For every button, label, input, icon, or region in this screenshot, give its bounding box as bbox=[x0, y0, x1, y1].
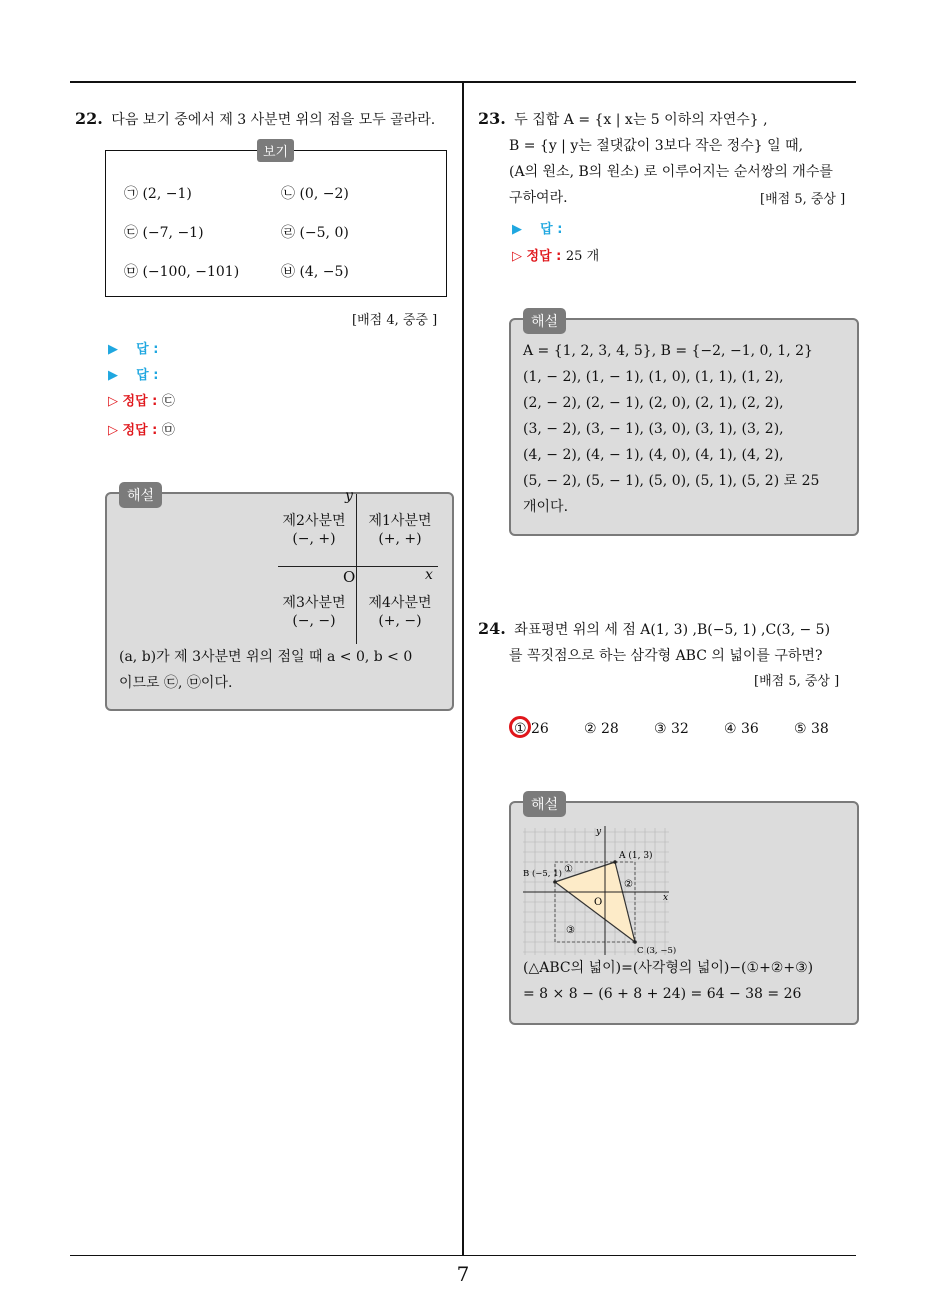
q23-answer-label: 답 : bbox=[540, 222, 563, 237]
q22-item: ㉥ (4, −5) bbox=[281, 264, 349, 280]
q22-item: ㉡ (0, −2) bbox=[281, 186, 349, 202]
point-a bbox=[613, 860, 617, 864]
play-icon: ▶ bbox=[108, 342, 118, 357]
x-axis bbox=[278, 566, 438, 567]
q23-line: (A의 원소, B의 원소) 로 이루어지는 순서쌍의 개수를 bbox=[509, 164, 833, 180]
q22-answer-row-2 bbox=[108, 364, 158, 383]
region-3-label: ③ bbox=[566, 925, 575, 936]
q24-coordinate-graph bbox=[521, 823, 681, 958]
q22-exp-text bbox=[119, 644, 412, 696]
q24-exp-tag: 해설 bbox=[523, 791, 566, 817]
q23-correct-value: 25 개 bbox=[565, 249, 600, 264]
x-axis-label: x bbox=[425, 567, 433, 583]
q22-exp-line: 이므로 ㉢, ㉤이다. bbox=[119, 675, 233, 691]
bottom-rule bbox=[70, 1255, 856, 1256]
quadrant-3-name: 제3사분면 bbox=[282, 595, 346, 611]
label-x: x bbox=[663, 893, 669, 903]
q23-explanation-box bbox=[509, 314, 859, 536]
q23-exp-line: (2, − 2), (2, − 1), (2, 0), (2, 1), (2, 2), bbox=[523, 395, 784, 411]
q24-exp-text bbox=[523, 955, 813, 1007]
q22-bogi-box bbox=[105, 145, 447, 297]
q22-exp-line: (a, b)가 제 3사분면 위의 점일 때 a < 0, b < 0 bbox=[119, 649, 413, 665]
quadrant-2-sign: (−, +) bbox=[292, 531, 336, 547]
q22-score: [배점 4, 중중 ] bbox=[352, 313, 438, 328]
q23-exp-text bbox=[523, 338, 819, 520]
column-divider bbox=[462, 82, 464, 1255]
q24-number: 24. bbox=[478, 619, 506, 638]
q22-bogi-tag: 보기 bbox=[257, 139, 294, 162]
q23-exp-line: (5, − 2), (5, − 1), (5, 0), (5, 1), (5, 2) 로 25 bbox=[523, 473, 820, 489]
q23-exp-line: (1, − 2), (1, − 1), (1, 0), (1, 1), (1, 2), bbox=[523, 369, 784, 385]
y-axis-label: y bbox=[345, 488, 353, 504]
q24-line: 를 꼭짓점으로 하는 삼각형 ABC 의 넓이를 구하면? bbox=[509, 648, 823, 664]
quadrant-1-name: 제1사분면 bbox=[368, 513, 432, 529]
q22-correct-value: ㉢ bbox=[161, 394, 175, 409]
q23-correct-row bbox=[512, 245, 599, 264]
q23-number: 23. bbox=[478, 109, 506, 128]
q23-exp-line: (3, − 2), (3, − 1), (3, 0), (3, 1), (3, 2), bbox=[523, 421, 784, 437]
q22-item: ㉢ (−7, −1) bbox=[124, 225, 204, 241]
q24-explanation-box bbox=[509, 797, 859, 1025]
q23-score: [배점 5, 중상 ] bbox=[760, 192, 846, 207]
q23-line: 두 집합 A = {x | x는 5 이하의 자연수} , bbox=[514, 112, 768, 128]
page-number: 7 bbox=[456, 1262, 470, 1286]
q23-line: B = {y | y는 절댓값이 3보다 작은 정수} 일 때, bbox=[509, 138, 804, 154]
q24-line: 좌표평면 위의 세 점 A(1, 3) ,B(−5, 1) ,C(3, − 5) bbox=[514, 622, 831, 638]
quadrant-4-sign: (+, −) bbox=[378, 613, 422, 629]
q23-exp-tag: 해설 bbox=[523, 308, 566, 334]
q22-exp-tag: 해설 bbox=[119, 482, 162, 508]
q22-correct-value: ㉤ bbox=[161, 423, 175, 438]
play-outline-icon: ▷ bbox=[108, 423, 118, 438]
label-y: y bbox=[596, 827, 602, 837]
q22-answer-row-1 bbox=[108, 338, 158, 357]
q23-exp-line: (4, − 2), (4, − 1), (4, 0), (4, 1), (4, 2), bbox=[523, 447, 784, 463]
q22-correct-row-2 bbox=[108, 419, 175, 438]
q22-explanation-box bbox=[105, 488, 454, 711]
q23-line: 구하여라. bbox=[509, 190, 568, 206]
q22-correct-label: 정답 : bbox=[122, 394, 158, 409]
region-2-label: ② bbox=[624, 879, 633, 890]
point-c bbox=[633, 940, 637, 944]
q24-question bbox=[478, 616, 860, 669]
q22-item: ㉣ (−5, 0) bbox=[281, 225, 349, 241]
region-1-label: ① bbox=[564, 864, 573, 875]
quadrant-2-name: 제2사분면 bbox=[282, 513, 346, 529]
y-axis bbox=[356, 494, 357, 644]
q22-answer-label: 답 : bbox=[136, 368, 159, 383]
quadrant-4-label bbox=[359, 594, 441, 630]
q23-correct-label: 정답 : bbox=[526, 249, 562, 264]
quadrant-3-sign: (−, −) bbox=[292, 613, 336, 629]
origin-label: O bbox=[343, 568, 356, 586]
quadrant-3-label bbox=[273, 594, 355, 630]
q22-text: 다음 보기 중에서 제 3 사분면 위의 점을 모두 골라라. bbox=[111, 112, 436, 128]
quadrant-4-name: 제4사분면 bbox=[368, 595, 432, 611]
q24-choice-1[interactable]: ① 26 bbox=[514, 721, 549, 737]
q22-correct-label: 정답 : bbox=[122, 423, 158, 438]
q22-answer-label: 답 : bbox=[136, 342, 159, 357]
q24-exp-line: (△ABC의 넓이)=(사각형의 넓이)−(①+②+③) bbox=[523, 960, 814, 976]
q24-choice-3[interactable]: ③ 32 bbox=[654, 721, 689, 737]
point-b bbox=[553, 880, 557, 884]
play-icon: ▶ bbox=[512, 222, 522, 237]
q24-score: [배점 5, 중상 ] bbox=[754, 674, 840, 689]
q22-number: 22. bbox=[75, 109, 103, 128]
label-c: C (3, −5) bbox=[637, 946, 677, 956]
q24-exp-line: = 8 × 8 − (6 + 8 + 24) = 64 − 38 = 26 bbox=[523, 986, 802, 1002]
label-a: A (1, 3) bbox=[619, 851, 653, 861]
label-origin: O bbox=[594, 897, 603, 908]
play-outline-icon: ▷ bbox=[108, 394, 118, 409]
quadrant-1-sign: (+, +) bbox=[378, 531, 422, 547]
q22-question bbox=[75, 106, 435, 133]
q23-answer-row bbox=[512, 218, 562, 237]
q23-exp-line: 개이다. bbox=[523, 499, 569, 515]
q24-choice-4[interactable]: ④ 36 bbox=[724, 721, 759, 737]
q24-choice-5[interactable]: ⑤ 38 bbox=[794, 721, 829, 737]
q24-choice-2[interactable]: ② 28 bbox=[584, 721, 619, 737]
quadrant-2-label bbox=[273, 512, 355, 548]
play-icon: ▶ bbox=[108, 368, 118, 383]
quadrant-1-label bbox=[359, 512, 441, 548]
play-outline-icon: ▷ bbox=[512, 249, 522, 264]
q22-item: ㉠ (2, −1) bbox=[124, 186, 192, 202]
q23-exp-line: A = {1, 2, 3, 4, 5}, B = {−2, −1, 0, 1, 2} bbox=[523, 343, 813, 359]
label-b: B (−5, 1) bbox=[523, 869, 562, 879]
q22-correct-row-1 bbox=[108, 390, 175, 409]
q22-item: ㉤ (−100, −101) bbox=[124, 264, 240, 280]
